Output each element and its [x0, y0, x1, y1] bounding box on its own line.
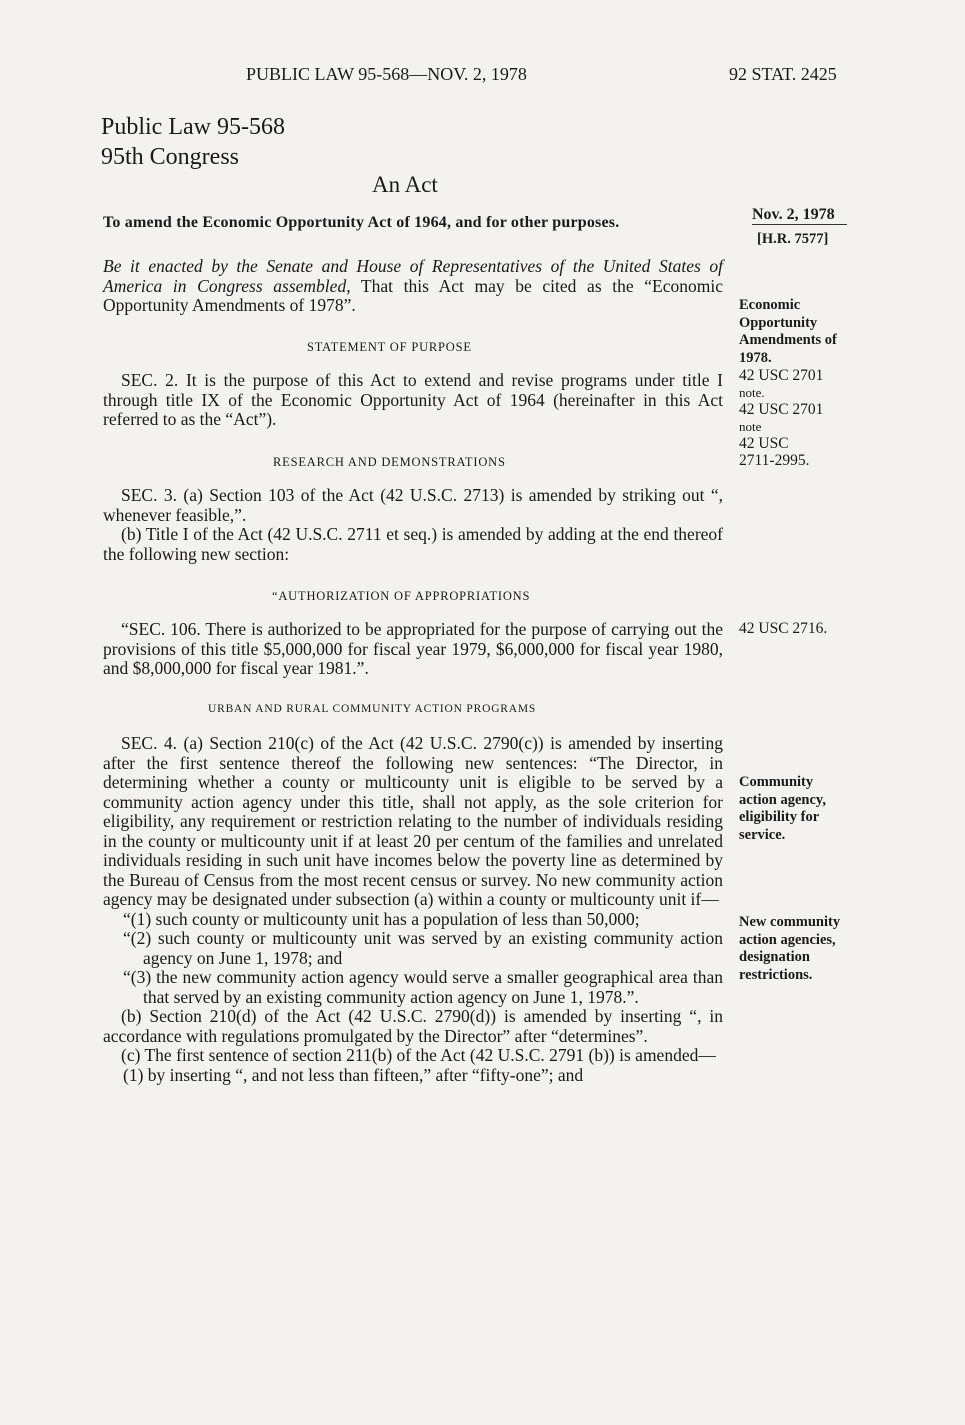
- running-header: PUBLIC LAW 95-568—NOV. 2, 1978: [246, 64, 527, 84]
- margin-line: action agency,: [739, 791, 826, 808]
- margin-citation-note: note.: [739, 385, 765, 400]
- margin-line: New community: [739, 914, 841, 930]
- approval-date: Nov. 2, 1978: [752, 206, 847, 225]
- bill-number: [H.R. 7577]: [757, 231, 829, 247]
- section-106-text: “SEC. 106. There is authorized to be appropriated for the purpose of carrying out the provisions of this title $5,000,000 for fiscal year 1979, $6,000,000 for fiscal year 1980, and $8,000,000 for fiscal year 1981.”.: [103, 619, 723, 678]
- section-4a-text: SEC. 4. (a) Section 210(c) of the Act (42 U.S.C. 2790(c)) is amended by inserting after the first sentence thereof the following new sentences: “The Director, in determining whether a county or multicounty unit is eligible to be served by a community action agency under this title, shall not apply, as the sole criterion for eligibility, any requirement or restriction relating to the number of individuals residing in the county or multicounty unit if at least 20 per centum of the families and unrelated individuals residing in such unit have incomes below the poverty line as determined by the Bureau of Census from the most recent census or survey. No new community action agency may be designated under subsection (a) within a county or multicounty unit if—: [103, 733, 723, 909]
- section-4b-text: (b) Section 210(d) of the Act (42 U.S.C. 2790(d)) is amended by inserting “, in accordance with regulations promulgated by the Director” after “determines”.: [103, 1006, 723, 1046]
- section-2: [103, 371, 723, 430]
- short-title-text: That this Act may be cited as the “Economic Opportunity Amendments of 1978”.: [103, 275, 723, 315]
- margin-line: restrictions.: [739, 966, 813, 983]
- heading-authorization: “AUTHORIZATION OF APPROPRIATIONS: [272, 589, 531, 603]
- heading-urban-rural: URBAN AND RURAL COMMUNITY ACTION PROGRAMS: [208, 703, 537, 715]
- margin-line: eligibility for: [739, 809, 820, 825]
- margin-citation: 42 USC 2701: [739, 401, 824, 418]
- long-title: To amend the Economic Opportunity Act of 1964, and for other purposes.: [103, 214, 620, 231]
- margin-citation: 42 USC 2701: [739, 367, 824, 384]
- margin-line: service.: [739, 826, 786, 843]
- margin-line: action agencies,: [739, 931, 836, 948]
- statute-page-number: 92 STAT. 2425: [729, 64, 837, 84]
- enacting-formula: Be it enacted by the Senate and House of Representatives of the United States of America in Congress assembled,: [103, 256, 723, 296]
- margin-note-citations: [739, 367, 823, 469]
- congress-number: 95th Congress: [101, 144, 239, 170]
- margin-line: Amendments of: [739, 332, 837, 348]
- section-4a-item-1: “(1) such county or multicounty unit has a population of less than 50,000;: [123, 908, 640, 929]
- margin-citation: 42 USC 2716.: [739, 620, 828, 637]
- section-4c-text: (c) The first sentence of section 211(b) of the Act (42 U.S.C. 2791 (b)) is amended—: [121, 1045, 716, 1065]
- section-4: [103, 734, 723, 1085]
- section-4a-item-3: “(3) the new community action agency would serve a smaller geographical area than that served by an existing community action agency on June 1, 1978.”.: [123, 967, 723, 1007]
- margin-note-2716: [739, 620, 827, 638]
- section-4c-item-1: (1) by inserting “, and not less than fifteen,” after “fifty-one”; and: [123, 1064, 584, 1085]
- margin-note-new-agencies: [739, 914, 840, 984]
- margin-line: 1978.: [739, 349, 772, 366]
- heading-research: RESEARCH AND DEMONSTRATIONS: [273, 455, 506, 469]
- margin-citation-note: note: [739, 419, 762, 434]
- margin-note-short-title: [739, 297, 837, 367]
- heading-statement-of-purpose: STATEMENT OF PURPOSE: [307, 340, 472, 354]
- margin-line: Community: [739, 774, 814, 790]
- section-4a-item-2: “(2) such county or multicounty unit was served by an existing community action agency on June 1, 1978; and: [123, 928, 723, 968]
- section-3: [103, 486, 723, 564]
- public-law-number: Public Law 95-568: [101, 114, 285, 140]
- enacting-clause: [103, 257, 723, 316]
- margin-line: designation: [739, 949, 810, 965]
- margin-line: Economic: [739, 297, 801, 313]
- margin-note-community-action: [739, 774, 826, 844]
- margin-citation: 42 USC: [739, 435, 789, 452]
- margin-citation: 2711-2995.: [739, 452, 810, 469]
- section-3a-text: SEC. 3. (a) Section 103 of the Act (42 U.S.C. 2713) is amended by striking out “, whenever feasible,”.: [103, 485, 723, 525]
- act-heading: An Act: [372, 172, 438, 197]
- section-2-text: SEC. 2. It is the purpose of this Act to extend and revise programs under title I through title IX of the Economic Opportunity Act of 1964 (hereinafter in this Act referred to as the “Act”).: [103, 370, 723, 429]
- section-106: [103, 620, 723, 679]
- section-3b-text: (b) Title I of the Act (42 U.S.C. 2711 et seq.) is amended by adding at the end thereof the following new section:: [103, 524, 723, 564]
- margin-line: Opportunity: [739, 314, 818, 331]
